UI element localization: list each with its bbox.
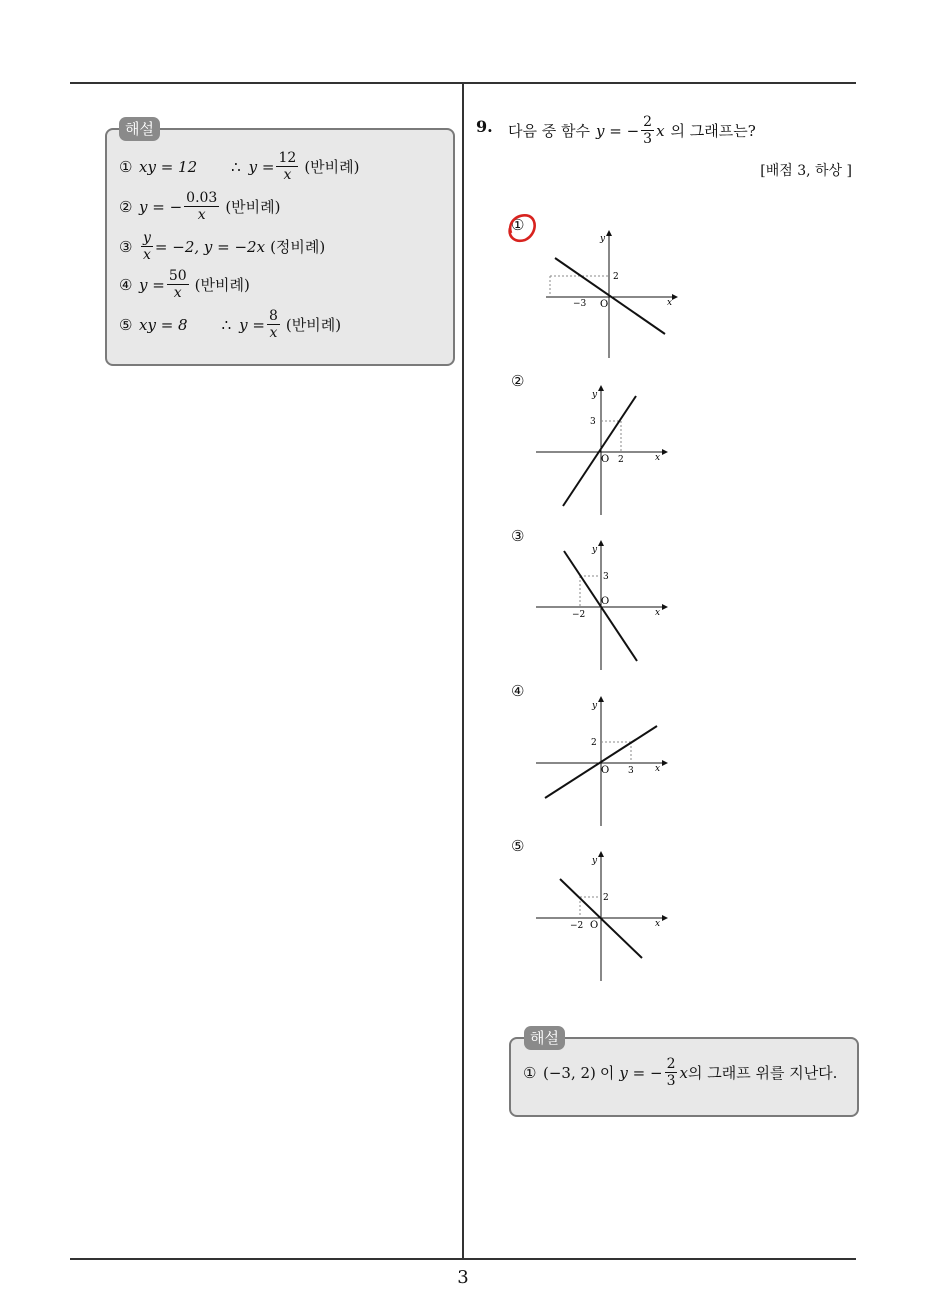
choice-mark: ② <box>511 372 525 390</box>
solution-point: (−3, 2) <box>543 1063 596 1082</box>
graph-3 <box>532 538 672 674</box>
origin-label: O <box>600 299 609 310</box>
choice-mark: ⑤ <box>511 837 525 855</box>
origin-label: O <box>601 765 610 776</box>
origin-label: O <box>590 920 599 931</box>
item-lhs: y = <box>239 315 265 334</box>
solution-var: x <box>679 1063 688 1082</box>
choice-mark: ④ <box>511 682 525 700</box>
page-number: 3 <box>457 1267 469 1288</box>
graph-1 <box>540 228 680 364</box>
question-fraction: $\frac{2}{3}$ <box>643 114 653 148</box>
item-fraction: $\frac{8}{x}$ <box>268 308 278 342</box>
y-axis-label: y <box>600 234 606 244</box>
tick-y: 3 <box>590 417 596 427</box>
solution-mark: ① <box>523 1063 537 1082</box>
solution-item-4 <box>119 268 250 301</box>
x-axis-label: x <box>655 608 661 618</box>
choice-mark: ③ <box>511 527 525 545</box>
item-mark: ④ <box>119 275 133 294</box>
item-lhs: y = <box>248 157 275 176</box>
y-axis-label: y <box>592 856 598 866</box>
item-note: (반비례) <box>304 158 360 177</box>
choice-4[interactable] <box>511 682 524 700</box>
graph-2 <box>532 383 672 519</box>
tick-y: 2 <box>613 272 619 282</box>
solution-item-1 <box>119 150 360 183</box>
item-mark: ① <box>119 157 133 176</box>
y-axis-label: y <box>592 545 598 555</box>
solution-text-2: 의 그래프 위를 지난다. <box>687 1064 838 1083</box>
y-axis-label: y <box>592 390 598 400</box>
item-fraction: $\frac{50}{x}$ <box>168 268 187 302</box>
therefore-symbol: ∴ <box>221 315 232 334</box>
x-axis-label: x <box>655 453 661 463</box>
origin-label: O <box>601 454 610 465</box>
item-mark: ⑤ <box>119 315 133 334</box>
therefore-symbol: ∴ <box>231 157 241 176</box>
solution-fraction: $\frac{2}{3}$ <box>666 1056 676 1090</box>
tick-x: −2 <box>572 610 586 620</box>
item-note: (반비례) <box>285 316 342 335</box>
graph-5 <box>532 849 672 985</box>
item-note: (반비례) <box>225 198 281 217</box>
item-lhs: y = − <box>139 197 183 216</box>
solution-tag-left: 해설 <box>119 117 160 141</box>
solution-text-1: 이 <box>599 1064 615 1083</box>
column-divider <box>462 83 464 1259</box>
item-equation: xy = 8 <box>139 315 188 334</box>
graph-4 <box>532 694 672 830</box>
tick-x: −2 <box>570 921 584 931</box>
question-text-before: 다음 중 함수 <box>508 122 590 141</box>
solution-item-3 <box>119 230 325 263</box>
tick-x: −3 <box>573 299 587 309</box>
choice-2[interactable] <box>511 372 524 390</box>
solution-lhs: y = − <box>619 1063 663 1082</box>
item-mark: ② <box>119 197 133 216</box>
item-lhs: y = <box>139 275 165 294</box>
solution-line <box>523 1056 837 1089</box>
choice-mark: ① <box>511 216 525 234</box>
question-points: [배점 3, 하상 ] <box>760 163 852 179</box>
tick-y: 2 <box>591 738 597 748</box>
solution-item-5 <box>119 308 341 341</box>
question-text <box>508 114 756 147</box>
solution-item-2 <box>119 190 281 223</box>
x-axis-label: x <box>655 764 661 774</box>
solution-box-left <box>105 128 455 366</box>
question-text-after: 의 그래프는? <box>670 122 756 141</box>
tick-x: 2 <box>618 455 624 465</box>
question-lhs: y = − <box>596 121 640 140</box>
tick-y: 3 <box>603 572 609 582</box>
solution-tag-right: 해설 <box>524 1026 565 1050</box>
question-number: 9. <box>476 117 493 136</box>
item-mark: ③ <box>119 237 133 256</box>
x-axis-label: x <box>667 298 673 308</box>
item-equation: xy = 12 <box>139 157 198 176</box>
question-var: x <box>656 121 665 140</box>
origin-label: O <box>601 596 610 607</box>
item-fraction: $\frac{12}{x}$ <box>278 150 297 184</box>
tick-y: 2 <box>603 893 609 903</box>
choice-3[interactable] <box>511 527 524 545</box>
item-fraction: $\frac{0.03}{x}$ <box>186 190 218 224</box>
item-fraction: $\frac{y}{x}$ <box>143 230 151 264</box>
item-equation: = −2, y = −2x <box>154 237 266 256</box>
x-axis-label: x <box>655 919 661 929</box>
y-axis-label: y <box>592 701 598 711</box>
choice-5[interactable] <box>511 837 524 855</box>
item-note: (정비례) <box>270 238 326 257</box>
selection-circle <box>505 211 539 245</box>
tick-x: 3 <box>628 766 634 776</box>
item-note: (반비례) <box>194 276 250 295</box>
